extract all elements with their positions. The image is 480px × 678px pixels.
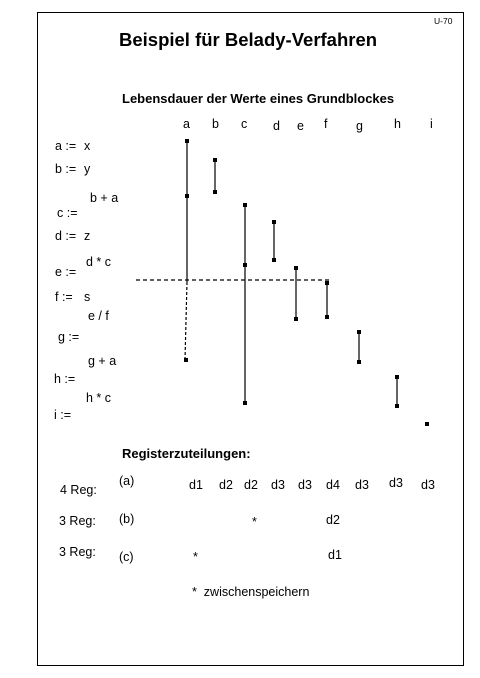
- lifetime-point: [272, 220, 276, 224]
- lifetime-line-a-spilled: [185, 282, 187, 360]
- column-header-d: d: [273, 119, 280, 133]
- lifetime-point: [243, 263, 247, 267]
- statement-lhs: f :=: [55, 290, 73, 304]
- column-header-f: f: [324, 117, 328, 131]
- register-cell: d3: [421, 478, 435, 492]
- register-cell: d3: [298, 478, 312, 492]
- lifetime-point: [243, 401, 247, 405]
- register-row-label: 4 Reg:: [60, 483, 97, 497]
- register-heading: Registerzuteilungen:: [122, 446, 251, 461]
- statement-lhs: e :=: [55, 265, 77, 279]
- lifetime-point: [184, 358, 188, 362]
- lifetime-point: [213, 190, 217, 194]
- statement-lhs: a :=: [55, 139, 77, 153]
- register-cell: d2: [219, 478, 233, 492]
- lifetime-heading: Lebensdauer der Werte eines Grundblockes: [122, 91, 395, 106]
- lifetime-point: [325, 281, 329, 285]
- lifetime-point: [243, 203, 247, 207]
- statement-lhs: c :=: [57, 206, 78, 220]
- register-row-label: 3 Reg:: [59, 514, 96, 528]
- statement-rhs: b + a: [90, 191, 119, 205]
- column-header-h: h: [394, 117, 401, 131]
- column-header-c: c: [241, 117, 248, 131]
- column-header-a: a: [183, 117, 190, 131]
- lifetime-point: [357, 330, 361, 334]
- register-cell: d3: [271, 478, 285, 492]
- register-cell: d1: [328, 548, 342, 562]
- lifetime-point: [325, 315, 329, 319]
- lifetime-point: [185, 194, 189, 198]
- statement-lhs: b :=: [55, 162, 77, 176]
- statement-rhs: x: [84, 139, 91, 153]
- lifetime-point: [294, 317, 298, 321]
- spill-marker: *: [193, 550, 198, 564]
- statement-rhs: g + a: [88, 354, 117, 368]
- register-cell: d2: [244, 478, 258, 492]
- column-header-e: e: [297, 119, 304, 133]
- statement-rhs: s: [84, 290, 91, 304]
- statement-rhs: e / f: [88, 309, 109, 323]
- register-row-case: (c): [119, 550, 134, 564]
- lifetime-point: [395, 404, 399, 408]
- lifetime-point: [294, 266, 298, 270]
- register-row-case: (a): [119, 474, 135, 488]
- footnote: * zwischenspeichern: [192, 585, 310, 599]
- lifetime-point: [425, 422, 429, 426]
- statement-lhs: h :=: [54, 372, 76, 386]
- column-header-b: b: [212, 117, 219, 131]
- statement-lhs: g :=: [58, 330, 80, 344]
- register-row-label: 3 Reg:: [59, 545, 96, 559]
- statement-rhs: y: [84, 162, 91, 176]
- column-header-g: g: [356, 119, 363, 133]
- lifetime-point: [185, 139, 189, 143]
- lifetime-point: [395, 375, 399, 379]
- register-cell: d4: [326, 478, 340, 492]
- lifetime-point: [272, 258, 276, 262]
- lifetime-point: [357, 360, 361, 364]
- lifetime-point: [213, 158, 217, 162]
- statement-rhs: z: [84, 229, 91, 243]
- column-header-i: i: [430, 117, 433, 131]
- statement-rhs: h * c: [86, 391, 112, 405]
- register-cell: d3: [355, 478, 369, 492]
- statement-rhs: d * c: [86, 255, 112, 269]
- register-cell: d3: [389, 476, 403, 490]
- register-cell: d2: [326, 513, 340, 527]
- spill-marker: *: [252, 515, 257, 529]
- register-row-case: (b): [119, 512, 135, 526]
- page-id: U-70: [434, 16, 453, 26]
- register-cell: d1: [189, 478, 203, 492]
- statement-lhs: i :=: [54, 408, 72, 422]
- page-title: Beispiel für Belady-Verfahren: [119, 29, 378, 50]
- statement-lhs: d :=: [55, 229, 77, 243]
